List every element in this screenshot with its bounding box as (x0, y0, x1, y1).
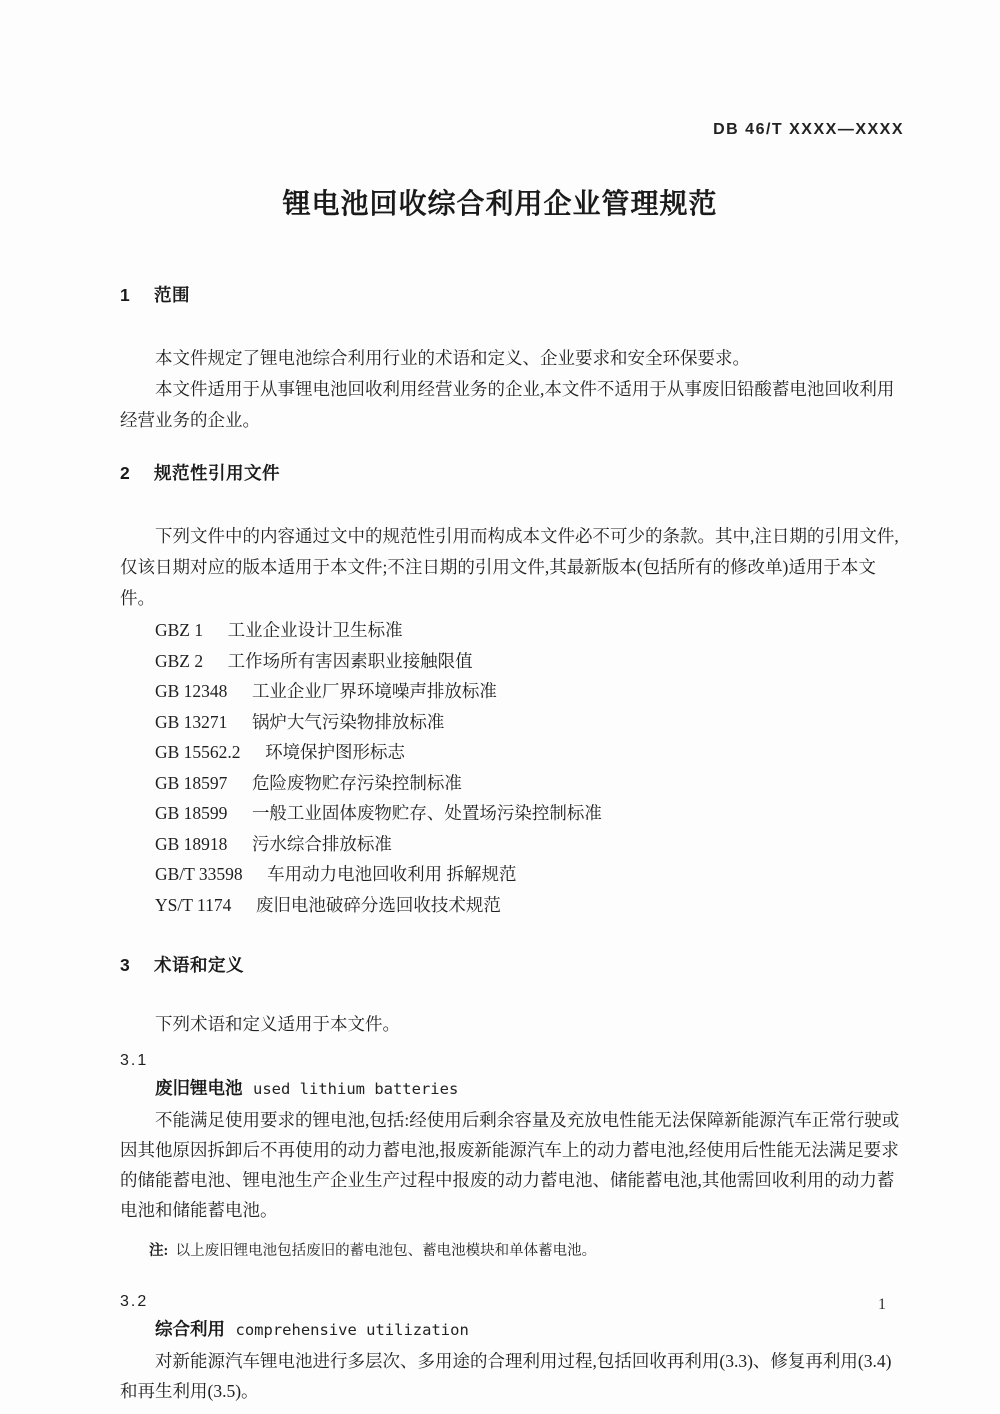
section-1-heading (120, 280, 905, 311)
section-2-paragraph: 下列文件中的内容通过文中的规范性引用而构成本文件必不可少的条款。其中,注日期的引用文件,仅该日期对应的版本适用于本文件;不注日期的引用文件,其最新版本(包括所有的修改单)适用于本文件。 (120, 526, 899, 608)
reference-item (120, 708, 905, 738)
section-1-paragraph: 本文件适用于从事锂电池回收利用经营业务的企业,本文件不适用于从事废旧铅酸蓄电池回收利用经营业务的企业。 (120, 379, 895, 430)
term-number: 3.2 (120, 1293, 149, 1310)
reference-title: 废旧电池破碎分选回收技术规范 (255, 894, 501, 915)
term-title (120, 1315, 905, 1344)
reference-code: GB 18918 (155, 833, 228, 854)
reference-code: GB 18599 (155, 803, 228, 823)
term-name-zh: 废旧锂电池 (155, 1078, 243, 1098)
reference-code: GB 18597 (155, 772, 228, 793)
reference-item (120, 677, 905, 707)
section-3-heading (120, 950, 905, 981)
reference-title: 环境保护图形标志 (265, 742, 406, 762)
reference-title: 危险废物贮存污染控制标准 (251, 772, 462, 793)
reference-item (120, 738, 905, 768)
reference-code: GBZ 2 (155, 650, 204, 671)
reference-title: 污水综合排放标准 (251, 833, 392, 854)
reference-code: GB 13271 (155, 711, 228, 732)
reference-item (120, 891, 905, 921)
section-2-title: 规范性引用文件 (154, 463, 280, 483)
normative-references-list (120, 616, 905, 920)
term-name-en: comprehensive utilization (235, 1321, 469, 1339)
term-name-en: used lithium batteries (253, 1080, 459, 1098)
reference-code: GB 12348 (155, 681, 228, 701)
section-1-paragraph: 本文件规定了锂电池综合利用行业的术语和定义、企业要求和安全环保要求。 (155, 348, 750, 368)
reference-code: YS/T 1174 (155, 894, 232, 915)
section-2-number: 2 (120, 463, 131, 483)
term-note (149, 1239, 905, 1263)
section-2-heading (120, 458, 905, 489)
section-1-number: 1 (120, 285, 131, 305)
section-3-title: 术语和定义 (154, 955, 244, 975)
term-definition: 不能满足使用要求的锂电池,包括:经使用后剩余容量及充放电性能无法保障新能源汽车正常行驶或因其他原因拆卸后不再使用的动力蓄电池,报废新能源汽车上的动力蓄电池,经使用后性能无法满足要求的储能蓄电池、锂电池生产企业生产过程中报废的动力蓄电池、储能蓄电池,其他需回收利用的动力蓄电池和储能蓄电池。 (120, 1110, 900, 1220)
term-number: 3.1 (120, 1052, 149, 1069)
term-definition: 对新能源汽车锂电池进行多层次、多用途的合理利用过程,包括回收再利用(3.3)、修复再利用(3.4)和再生利用(3.5)。 (120, 1351, 892, 1401)
document-content (120, 270, 905, 1406)
reference-title: 锅炉大气污染物排放标准 (251, 711, 445, 732)
reference-item (120, 647, 905, 677)
term-title (120, 1074, 905, 1103)
reference-title: 车用动力电池回收利用 拆解规范 (267, 864, 517, 884)
reference-item (120, 830, 905, 860)
reference-title: 工业企业设计卫生标准 (227, 620, 403, 640)
terms-intro: 下列术语和定义适用于本文件。 (155, 1014, 400, 1034)
standard-code: DB 46/T XXXX—XXXX (713, 121, 904, 138)
note-label: 注: (149, 1243, 169, 1259)
note-text: 以上废旧锂电池包括废旧的蓄电池包、蓄电池模块和单体蓄电池。 (175, 1243, 597, 1259)
section-1-title: 范围 (154, 285, 190, 305)
reference-item (120, 769, 905, 799)
reference-code: GBZ 1 (155, 620, 204, 640)
reference-code: GB 15562.2 (155, 742, 241, 762)
section-3-number: 3 (120, 955, 131, 975)
reference-title: 工作场所有害因素职业接触限值 (227, 650, 473, 671)
page-number: 1 (878, 1296, 886, 1313)
reference-title: 一般工业固体废物贮存、处置场污染控制标准 (251, 803, 602, 823)
reference-title: 工业企业厂界环境噪声排放标准 (251, 681, 497, 701)
reference-code: GB/T 33598 (155, 864, 243, 884)
term-name-zh: 综合利用 (155, 1319, 225, 1339)
document-title: 锂电池回收综合利用企业管理规范 (282, 188, 718, 219)
reference-item (120, 860, 905, 890)
reference-item (120, 616, 905, 646)
reference-item (120, 799, 905, 829)
